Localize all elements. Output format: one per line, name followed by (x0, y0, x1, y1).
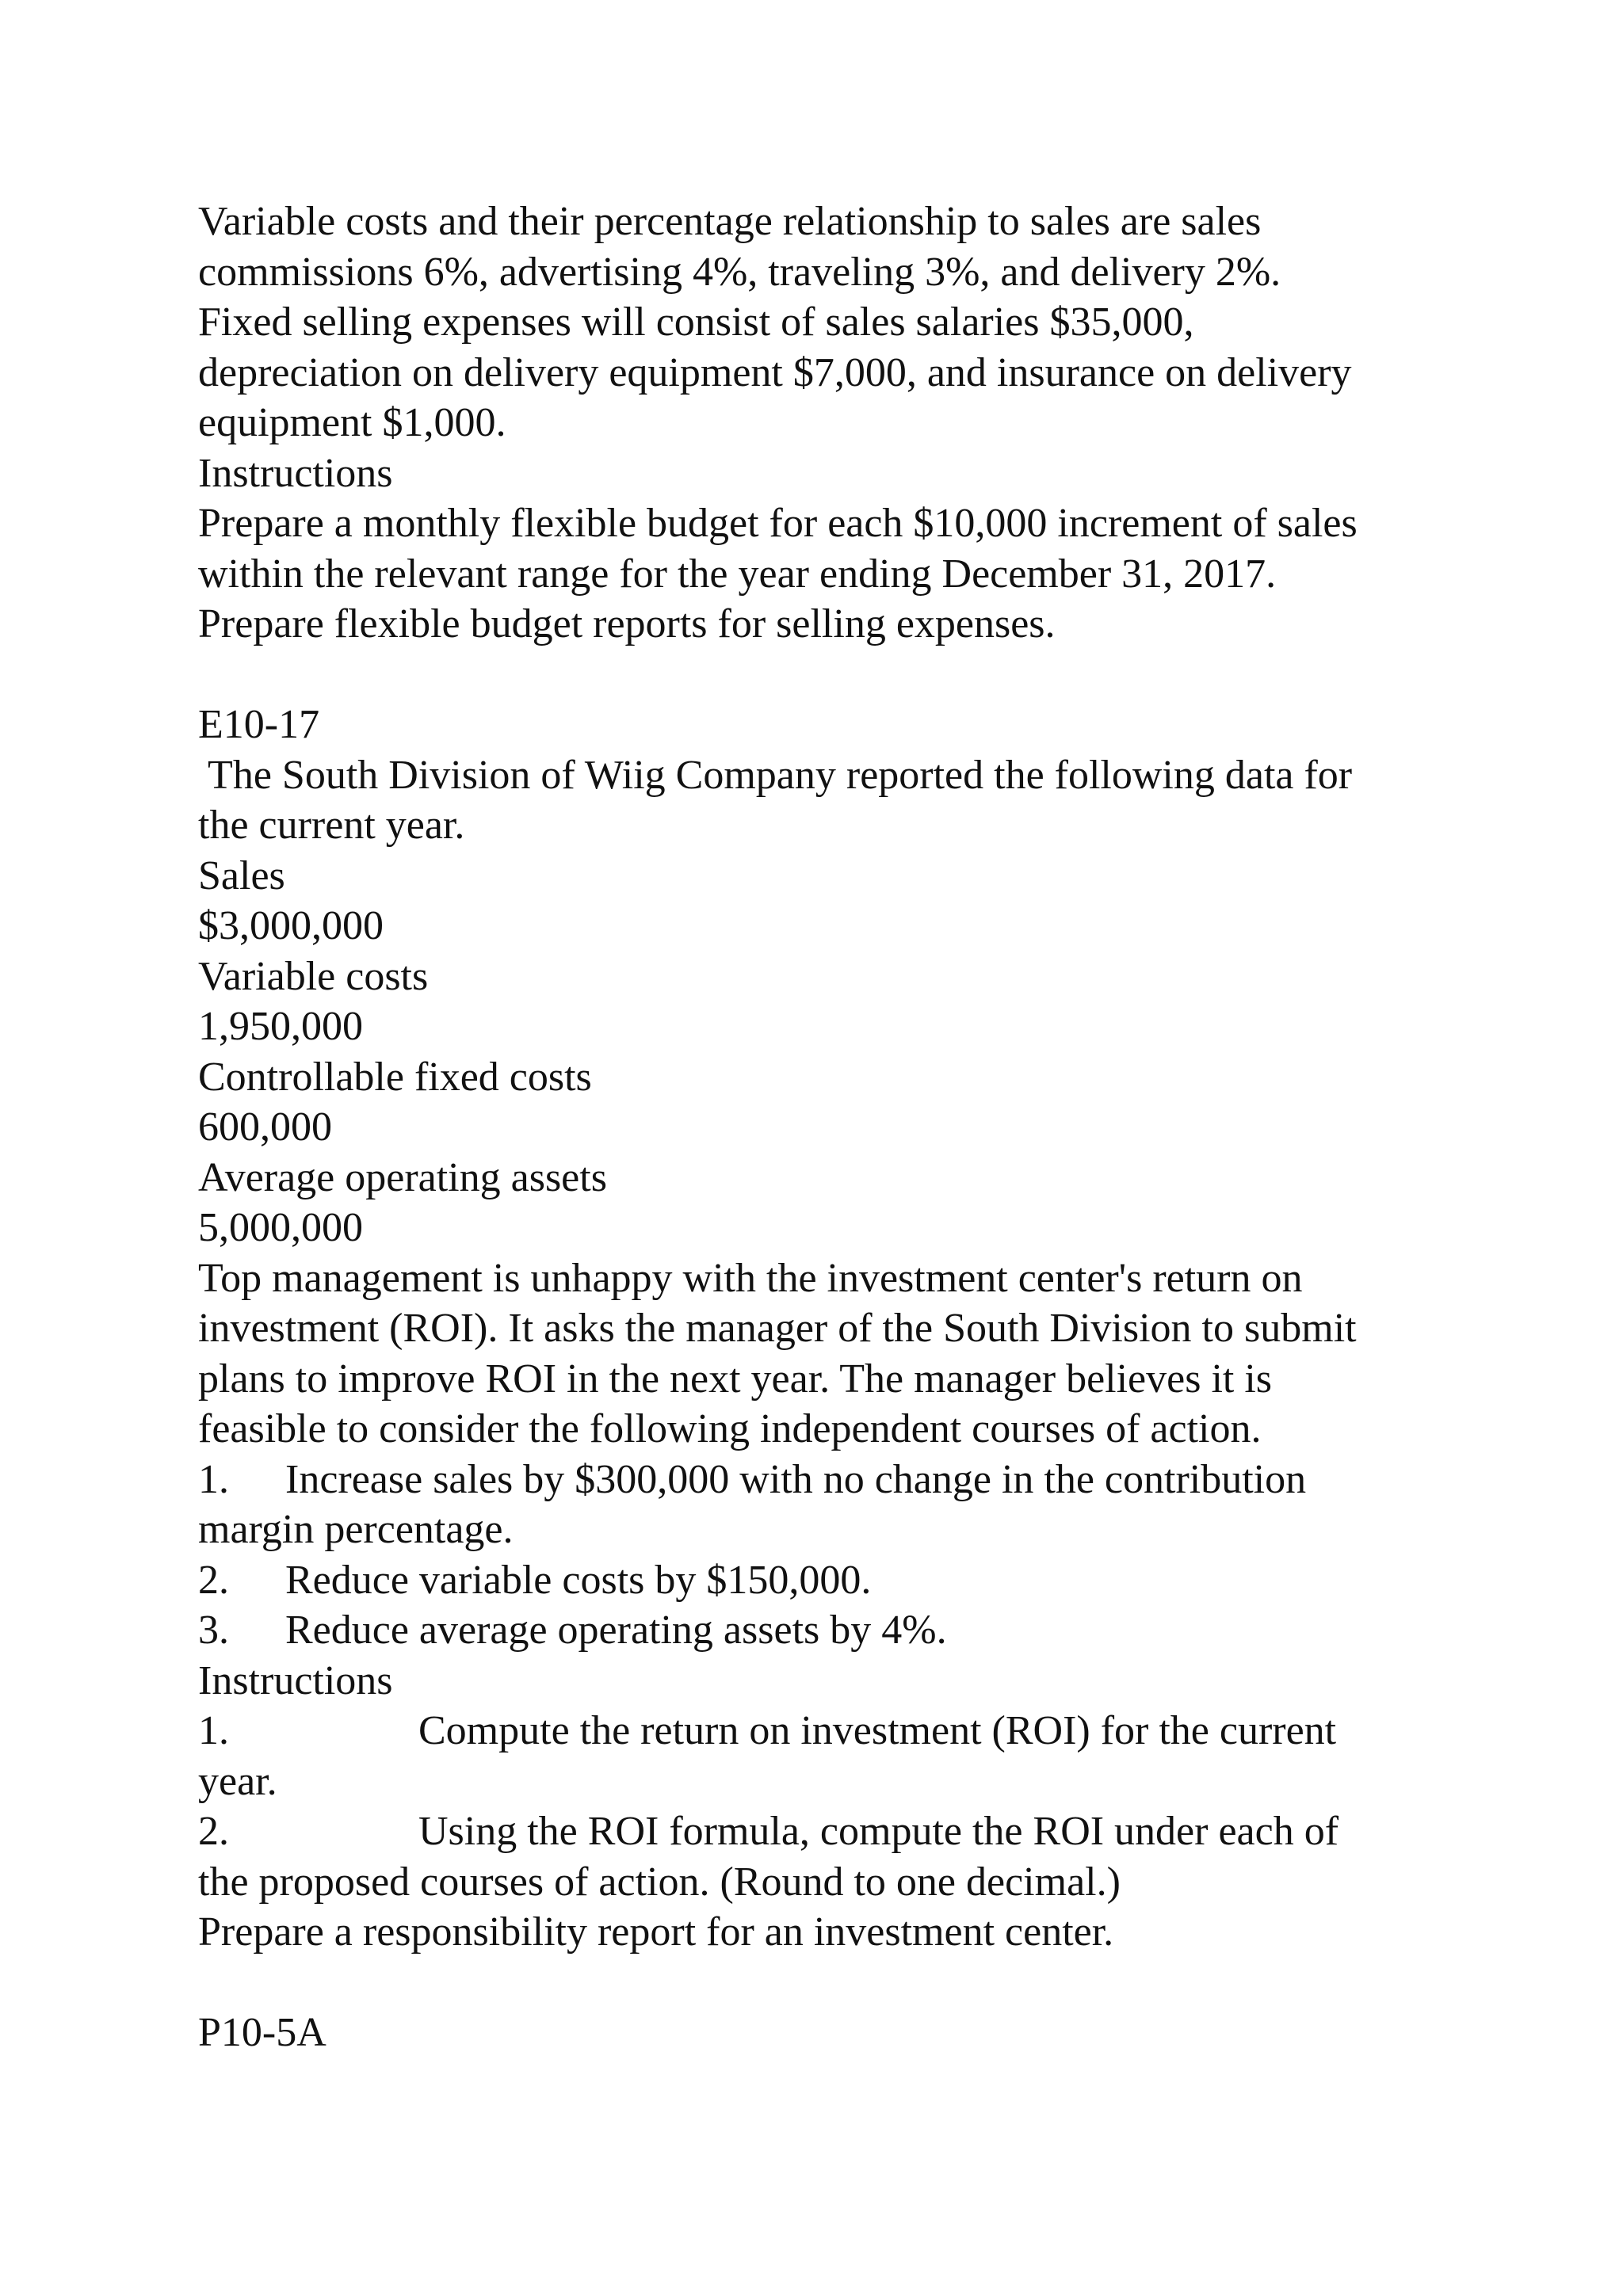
instruction-text: Using the ROI formula, compute the ROI under each of (418, 1809, 1339, 1854)
action-continuation: margin percentage. (198, 1507, 514, 1552)
text-line: Prepare a responsibility report for an investment center. (198, 1909, 1114, 1955)
exercise-heading: E10-17 (198, 702, 320, 747)
text-line: depreciation on delivery equipment $7,000, and insurance on delivery (198, 349, 1352, 395)
instruction-number: 1. (198, 1708, 229, 1753)
instruction-text: Compute the return on investment (ROI) for the current (418, 1708, 1337, 1753)
section-e10-17 (198, 700, 1450, 1958)
text-line: commissions 6%, advertising 4%, traveling 3%, and delivery 2%. (198, 249, 1281, 295)
action-item (198, 1455, 1450, 1505)
text-line: investment (ROI). It asks the manager of the South Division to submit (198, 1306, 1357, 1351)
text-line: The South Division of Wiig Company reported the following data for (198, 752, 1353, 798)
instruction-continuation: the proposed courses of action. (Round to one decimal.) (198, 1859, 1121, 1905)
text-line: Fixed selling expenses will consist of sales salaries $35,000, (198, 299, 1194, 345)
data-label: Sales (198, 852, 285, 898)
text-line: the current year. (198, 803, 465, 848)
action-number: 2. (198, 1557, 229, 1603)
action-number: 1. (198, 1456, 229, 1502)
text-line: equipment $1,000. (198, 400, 506, 445)
text-line: plans to improve ROI in the next year. The manager believes it is (198, 1356, 1273, 1402)
text-line: within the relevant range for the year ending December 31, 2017. (198, 551, 1277, 597)
data-label: Variable costs (198, 953, 429, 999)
data-label: Controllable fixed costs (198, 1054, 592, 1100)
data-value: 5,000,000 (198, 1205, 363, 1250)
action-text: Reduce average operating assets by 4%. (285, 1608, 947, 1653)
action-item (198, 1555, 1450, 1606)
section-p10-5a (198, 2008, 1450, 2058)
instructions-label: Instructions (198, 450, 393, 496)
text-line: Prepare a monthly flexible budget for each $10,000 increment of sales (198, 501, 1358, 546)
data-label: Average operating assets (198, 1154, 607, 1200)
instruction-item (198, 1806, 1450, 1857)
document-page (198, 196, 1450, 2058)
exercise-heading: P10-5A (198, 2010, 327, 2055)
data-value: $3,000,000 (198, 903, 384, 948)
data-value: 1,950,000 (198, 1004, 363, 1049)
action-item (198, 1605, 1450, 1656)
action-text: Reduce variable costs by $150,000. (285, 1557, 872, 1603)
instruction-item (198, 1706, 1450, 1756)
action-text: Increase sales by $300,000 with no change in the contribution (285, 1456, 1307, 1502)
instruction-continuation: year. (198, 1758, 277, 1804)
text-line: Variable costs and their percentage relationship to sales are sales (198, 199, 1262, 244)
text-line: feasible to consider the following independent courses of action. (198, 1406, 1262, 1451)
section-budget-text (198, 196, 1450, 650)
spacer (198, 1958, 1450, 2008)
spacer (198, 650, 1450, 700)
instruction-number: 2. (198, 1809, 229, 1854)
action-number: 3. (198, 1608, 229, 1653)
data-value: 600,000 (198, 1104, 332, 1150)
text-line: Top management is unhappy with the investment center's return on (198, 1255, 1303, 1301)
instructions-label: Instructions (198, 1657, 393, 1703)
text-line: Prepare flexible budget reports for selling expenses. (198, 601, 1056, 646)
